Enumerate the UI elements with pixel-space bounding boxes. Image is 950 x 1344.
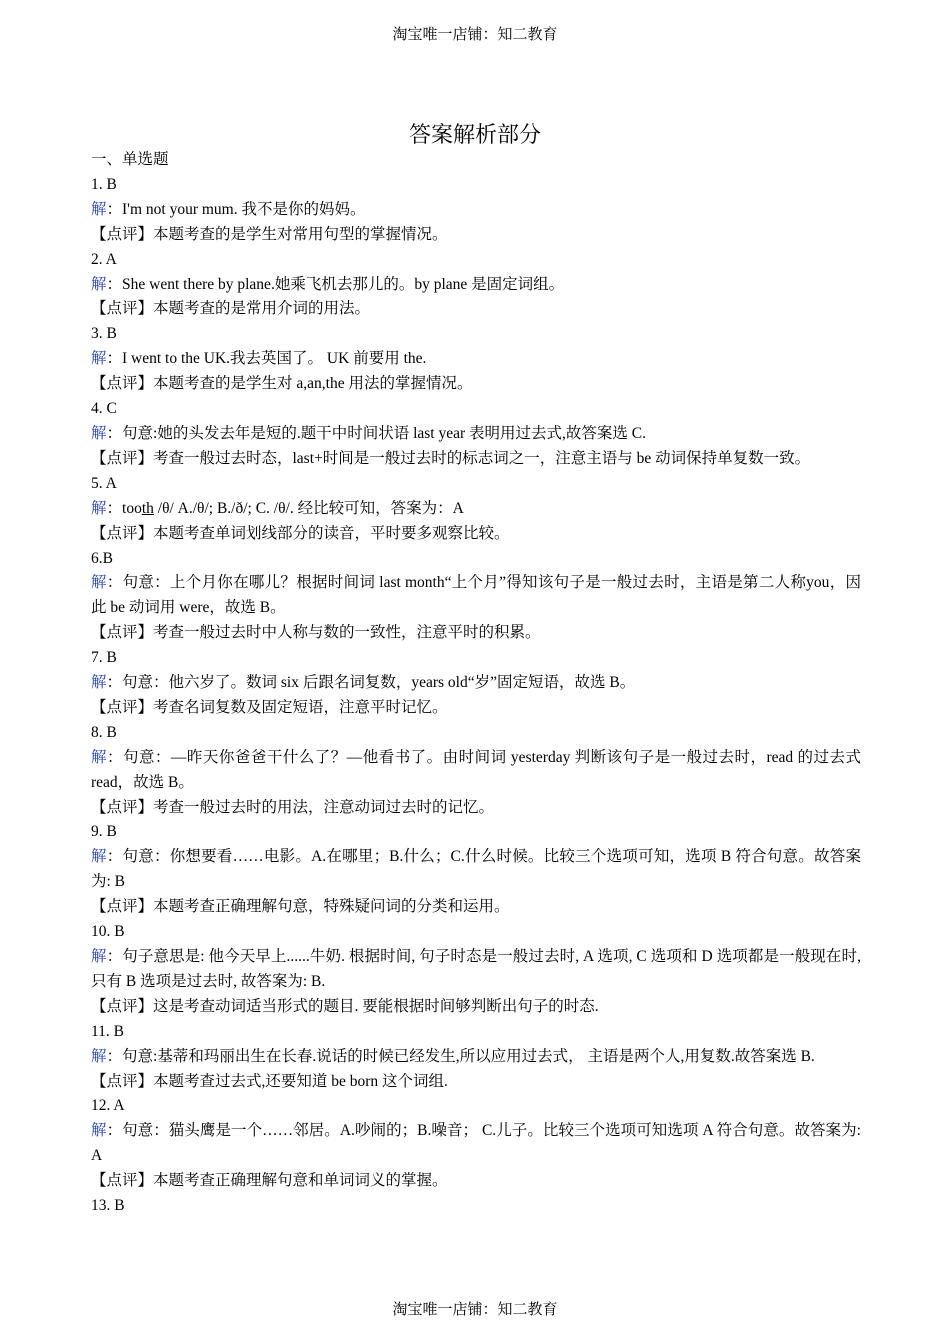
explanation [91, 497, 861, 522]
section-heading: 一、单选题 [91, 151, 169, 168]
question-number: 5. A [91, 474, 117, 492]
review-text: 【点评】本题考查的是常用介词的用法。 [91, 300, 371, 318]
question-number: 11. B [91, 1022, 125, 1040]
question-number: 2. A [91, 250, 117, 268]
jie-label: 解 [91, 350, 107, 368]
explanation-text: ：句意：你想要看……电影。A.在哪里；B.什么；C.什么时候。比较三个选项可知，选项 B 符合句意。故答案为: B [91, 848, 861, 891]
explanation-text: ：句意:基蒂和玛丽出生在长春.说话的时候已经发生,所以应用过去式， 主语是两个人,用复数.故答案选 B. [106, 1047, 815, 1065]
explanation-text: ：句意：他六岁了。数词 six 后跟名词复数，years old“岁”固定短语，故选 B。 [106, 674, 636, 692]
review-text: 【点评】本题考查过去式,还要知道 be born 这个词组. [91, 1072, 448, 1090]
explanation-text: ：句意:她的头发去年是短的.题干中时间状语 last year 表明用过去式,故答案选 C. [106, 424, 646, 442]
explanation [91, 746, 861, 796]
question-number: 9. B [91, 823, 117, 841]
review-text: 【点评】本题考查单词划线部分的读音，平时要多观察比较。 [91, 524, 510, 542]
question-number: 1. B [91, 175, 117, 193]
jie-label: 解 [91, 948, 107, 965]
review-text: 【点评】考查一般过去时的用法，注意动词过去时的记忆。 [91, 798, 495, 816]
jie-label: 解 [91, 200, 107, 218]
jie-label: 解 [91, 1047, 107, 1065]
explanation [91, 347, 861, 372]
explanation [91, 671, 861, 696]
review-text: 【点评】考查一般过去时态，last+时间是一般过去时的标志词之一，注意主语与 be 动词保持单复数一致。 [91, 449, 811, 467]
question-number: 7. B [91, 649, 117, 667]
jie-label: 解 [91, 275, 107, 293]
review-text: 【点评】考查一般过去时中人称与数的一致性，注意平时的积累。 [91, 624, 541, 642]
review-text: 【点评】本题考查正确理解句意和单词词义的掌握。 [91, 1172, 448, 1190]
question-number: 13. B [91, 1197, 125, 1215]
review-text: 【点评】本题考查的是学生对常用句型的掌握情况。 [91, 225, 448, 243]
explanation-text: /θ/ A./θ/; B./ð/; C. /θ/. 经比较可知，答案为：A [153, 499, 464, 517]
explanation [91, 571, 861, 621]
explanation-text: ：too [106, 499, 142, 517]
question-number: 12. A [91, 1097, 125, 1115]
explanation-text: ：句子意思是: 他今天早上......牛奶. 根据时间, 句子时态是一般过去时, A 选项, C 选项和 D 选项都是一般现在时, 只有 B 选项是过去时, 故答案为: B. [91, 948, 861, 990]
page-footer: 淘宝唯一店铺：知二教育 [392, 1302, 558, 1318]
document-title: 答案解析部分 [408, 122, 541, 147]
question-number: 6.B [91, 549, 113, 567]
jie-label: 解 [91, 424, 107, 442]
explanation [91, 1119, 861, 1169]
page-header: 淘宝唯一店铺：知二教育 [392, 27, 558, 43]
jie-label: 解 [91, 574, 107, 592]
answer-content [91, 148, 861, 1219]
explanation-text: ：She went there by plane.她乘飞机去那儿的。by plane 是固定词组。 [106, 275, 565, 293]
explanation [91, 198, 861, 223]
explanation-text: ：句意：—昨天你爸爸干什么了？—他看书了。由时间词 yesterday 判断该句子是一般过去时，read 的过去式 read，故选 B。 [91, 748, 861, 791]
review-text: 【点评】考查名词复数及固定短语，注意平时记忆。 [91, 698, 448, 716]
explanation-text: ：I went to the UK.我去英国了。 UK 前要用 the. [106, 350, 427, 368]
explanation [91, 945, 861, 995]
jie-label: 解 [91, 748, 107, 766]
explanation [91, 422, 861, 447]
question-number: 10. B [91, 923, 125, 941]
explanation-text: ：句意：猫头鹰是一个……邻居。A.吵闹的；B.噪音； C.儿子。比较三个选项可知选项 A 符合句意。故答案为: A [91, 1122, 861, 1165]
explanation-text: ：I'm not your mum. 我不是你的妈妈。 [106, 200, 366, 218]
explanation [91, 845, 861, 895]
jie-label: 解 [91, 848, 107, 866]
review-text: 【点评】本题考查的是学生对 a,an,the 用法的掌握情况。 [91, 375, 473, 393]
jie-label: 解 [91, 674, 107, 692]
explanation [91, 1045, 861, 1070]
review-text: 【点评】这是考查动词适当形式的题目. 要能根据时间够判断出句子的时态. [91, 997, 599, 1015]
review-text: 【点评】本题考查正确理解句意，特殊疑问词的分类和运用。 [91, 898, 510, 916]
question-number: 3. B [91, 325, 117, 343]
jie-label: 解 [91, 499, 107, 517]
question-number: 8. B [91, 723, 117, 741]
question-number: 4. C [91, 400, 117, 418]
underlined-letters: th [141, 499, 154, 517]
explanation [91, 273, 861, 298]
explanation-text: ：句意：上个月你在哪儿？根据时间词 last month“上个月”得知该句子是一般过去时，主语是第二人称you，因此 be 动词用 were，故选 B。 [91, 574, 861, 617]
jie-label: 解 [91, 1122, 107, 1140]
